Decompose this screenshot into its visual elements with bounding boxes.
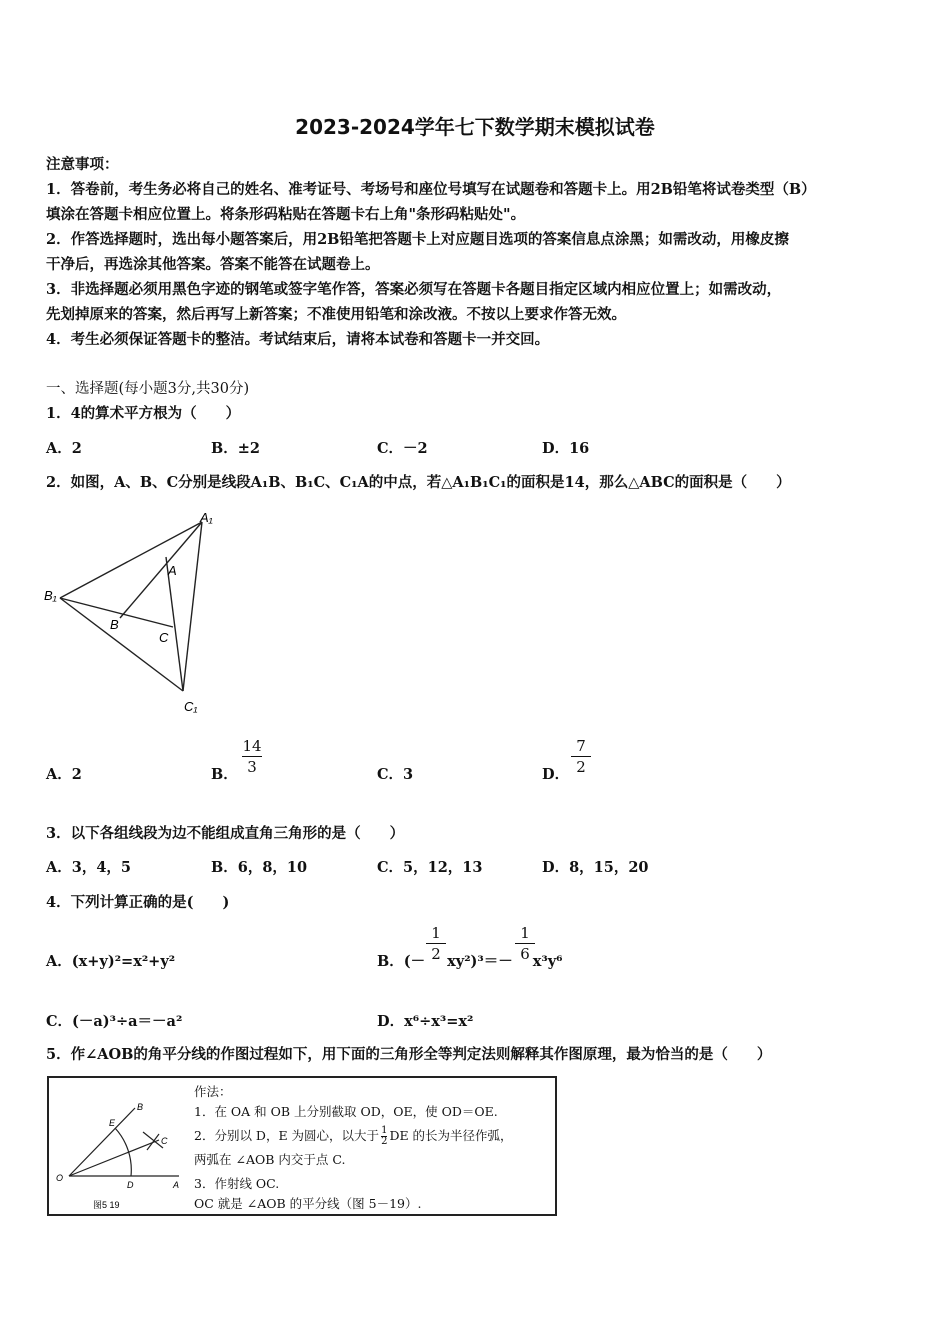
note-line-3: 2．作答选择题时，选出每小题答案后，用2B铅笔把答题卡上对应题目选项的答案信息点涂黑；如需改动，用橡皮擦 — [46, 231, 789, 248]
construction-step-2 — [194, 1126, 513, 1147]
half-fraction — [381, 1126, 387, 1147]
page-title: 2023-2024学年七下数学期末模拟试卷 — [295, 115, 655, 139]
q4-option-a[interactable]: A．(x+y)²=x²+y² — [46, 953, 176, 970]
label-c: C — [159, 630, 169, 645]
fraction-denominator: 3 — [247, 758, 257, 776]
note-line-5: 3．非选择题必须用黑色字迹的钢笔或签字笔作答，答案必须写在答题卡各题目指定区域内相应位置上；如需改动， — [46, 281, 782, 298]
q1-option-d[interactable]: D．16 — [542, 440, 590, 457]
construction-step-3: 3．作射线 OC. — [194, 1176, 280, 1191]
q4-b-tail: x³y⁶ — [532, 953, 563, 970]
construction-step-1: 1．在 OA 和 OB 上分别截取 OD，OE，使 OD＝OE. — [194, 1104, 498, 1119]
note-line-6: 先划掉原来的答案，然后再写上新答案；不准使用铅笔和涂改液。不按以上要求作答无效。 — [46, 306, 626, 323]
label-c1: C₁ — [184, 699, 198, 714]
q5-stem: 5．作∠AOB的角平分线的作图过程如下，用下面的三角形全等判定法则解释其作图原理，最为恰当的是（ ） — [46, 1046, 772, 1063]
q1-option-c[interactable]: C．－2 — [377, 440, 428, 457]
note-line-7: 4．考生必须保证答题卡的整洁。考试结束后，请将本试卷和答题卡一并交回。 — [46, 331, 550, 348]
label-b1: B₁ — [44, 588, 57, 603]
step-2-part-a: 2．分别以 D，E 为圆心，以大于 — [194, 1128, 380, 1143]
q2-option-c[interactable]: C．3 — [377, 766, 414, 783]
fig-label-d: D — [127, 1180, 134, 1190]
q4-option-c[interactable]: C．(－a)³÷a＝－a² — [46, 1013, 183, 1030]
q4-b-prefix: B．(－ — [377, 953, 426, 970]
note-line-2: 填涂在答题卡相应位置上。将条形码粘贴在答题卡右上角"条形码粘贴处"。 — [46, 206, 526, 223]
fraction-numerator: 14 — [242, 737, 262, 755]
fig-label-b: B — [137, 1102, 144, 1112]
fig-label-c: C — [161, 1136, 168, 1146]
q1-stem: 1．4的算术平方根为（ ） — [46, 405, 241, 422]
label-b: B — [110, 617, 119, 632]
edge-c1-a1 — [183, 522, 202, 691]
fig-label-a: A — [173, 1180, 180, 1190]
q3-stem: 3．以下各组线段为边不能组成直角三角形的是（ ） — [46, 825, 405, 842]
edge-a1-b1 — [60, 522, 202, 598]
q5-construction-box — [47, 1076, 557, 1216]
fig-caption: 图5 19 — [93, 1200, 120, 1210]
ray-oc — [69, 1140, 159, 1176]
q2-option-a[interactable]: A．2 — [46, 766, 82, 783]
q1-option-b[interactable]: B．±2 — [211, 440, 260, 457]
q2-option-d-prefix: D． — [542, 766, 570, 783]
label-a1: A₁ — [200, 510, 213, 525]
note-line-1: 1．答卷前，考生务必将自己的姓名、准考证号、考场号和座位号填写在试题卷和答题卡上。用2B铅笔将试卷类型（B） — [46, 181, 816, 198]
q4-option-b-fraction-1 — [424, 924, 448, 963]
fig-label-e: E — [109, 1118, 116, 1128]
q2-option-b-fraction — [240, 737, 264, 776]
half-numerator: 1 — [381, 1125, 388, 1136]
label-a: A — [168, 563, 177, 578]
fig-label-o: O — [56, 1173, 64, 1183]
q2-stem: 2．如图，A、B、C分别是线段A₁B、B₁C、C₁A的中点，若△A₁B₁C₁的面积是14，那么△ABC的面积是（ ） — [46, 474, 791, 491]
note-line-4: 干净后，再选涂其他答案。答案不能答在试题卷上。 — [46, 256, 380, 273]
q2-triangle-figure — [40, 505, 230, 720]
q1-option-a[interactable]: A．2 — [46, 440, 82, 457]
fraction-denominator: 2 — [431, 945, 441, 963]
segment-a1-b — [120, 522, 202, 618]
fraction-numerator: 1 — [520, 924, 530, 942]
q3-option-b[interactable]: B．6，8，10 — [211, 859, 308, 876]
q4-option-b-fraction-2 — [513, 924, 537, 963]
step-2-part-b: DE 的长为半径作弧， — [389, 1128, 513, 1143]
q2-option-d-fraction — [569, 737, 593, 776]
q3-option-d[interactable]: D．8，15，20 — [542, 859, 649, 876]
q4-b-mid: xy²)³＝－ — [447, 953, 513, 970]
half-denominator: 2 — [381, 1136, 388, 1147]
fraction-numerator: 7 — [576, 737, 586, 755]
q4-option-d[interactable]: D．x⁶÷x³=x² — [377, 1013, 474, 1030]
construction-heading: 作法： — [194, 1084, 232, 1099]
q4-stem: 4．下列计算正确的是( ) — [46, 894, 230, 911]
angle-bisector-figure — [51, 1088, 191, 1213]
notes-heading: 注意事项： — [46, 156, 119, 173]
q2-option-b[interactable] — [211, 763, 238, 784]
fraction-numerator: 1 — [431, 924, 441, 942]
q2-option-b-prefix: B． — [211, 766, 238, 783]
q3-option-c[interactable]: C．5，12，13 — [377, 859, 483, 876]
construction-conclusion: OC 就是 ∠AOB 的平分线（图 5－19）. — [194, 1196, 422, 1211]
section-heading: 一、选择题(每小题3分,共30分) — [46, 381, 250, 397]
q3-option-a[interactable]: A．3，4，5 — [46, 859, 132, 876]
fraction-denominator: 6 — [520, 945, 530, 963]
arc-centered-o — [115, 1128, 131, 1176]
q2-option-d[interactable] — [542, 763, 569, 784]
construction-step-2-cont: 两弧在 ∠AOB 内交于点 C. — [194, 1152, 346, 1167]
fraction-denominator: 2 — [576, 758, 586, 776]
